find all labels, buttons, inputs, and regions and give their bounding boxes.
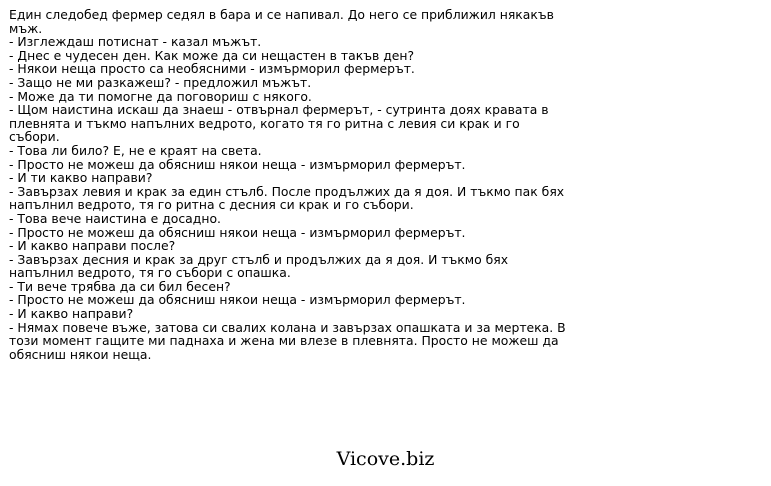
- joke-line: - Просто не можеш да обясниш някои неща - измърморил фермерът.: [9, 224, 466, 240]
- joke-line: - Ти вече трябва да си бил бесен?: [9, 278, 231, 294]
- joke-text: [9, 8, 569, 361]
- joke-line: - Това ли било? Е, не е краят на света.: [9, 142, 262, 158]
- joke-line: - И какво направи после?: [9, 238, 176, 254]
- joke-line: - Това вече наистина е досадно.: [9, 210, 221, 226]
- joke-line: Един следобед фермер седял в бара и се напивал. До него се приближил някакъв мъж.: [9, 7, 554, 36]
- joke-line: - Някои неща просто са необясними - измърморил фермерът.: [9, 61, 415, 77]
- joke-line: - Днес е чудесен ден. Как може да си нещастен в такъв ден?: [9, 47, 415, 63]
- joke-line: - Щом наистина искаш да знаеш - отвърнал фермерът, - сутринта доях кравата в плевнята и тъкмо напълних ведрото, когато тя го ритна с левия си крак и го събори.: [9, 102, 549, 145]
- joke-line: - Нямах повече въже, затова си свалих колана и завързах опашката и за мертека. В този момент гащите ми паднаха и жена ми влезе в плевнята. Просто не можеш да обясниш някои неща.: [9, 319, 566, 362]
- joke-line: - Може да ти помогне да поговориш с някого.: [9, 88, 312, 104]
- joke-line: - Просто не можеш да обясниш някои неща - измърморил фермерът.: [9, 156, 466, 172]
- joke-line: - Защо не ми разкажеш? - предложил мъжът.: [9, 74, 312, 90]
- joke-line: - Завързах десния и крак за друг стълб и продължих да я доя. И тъкмо бях напълнил ведрото, тя го събори с опашка.: [9, 251, 509, 281]
- site-watermark: Vicove.biz: [336, 448, 435, 470]
- joke-line: - И ти какво направи?: [9, 170, 153, 186]
- joke-line: - Просто не можеш да обясниш някои неща - измърморил фермерът.: [9, 292, 466, 308]
- joke-line: - Изглеждаш потиснат - казал мъжът.: [9, 34, 262, 50]
- joke-line: - И какво направи?: [9, 306, 134, 322]
- joke-line: - Завързах левия и крак за един стълб. После продължих да я доя. И тъкмо пак бях напълнил ведрото, тя го ритна с десния си крак и го събори.: [9, 183, 565, 213]
